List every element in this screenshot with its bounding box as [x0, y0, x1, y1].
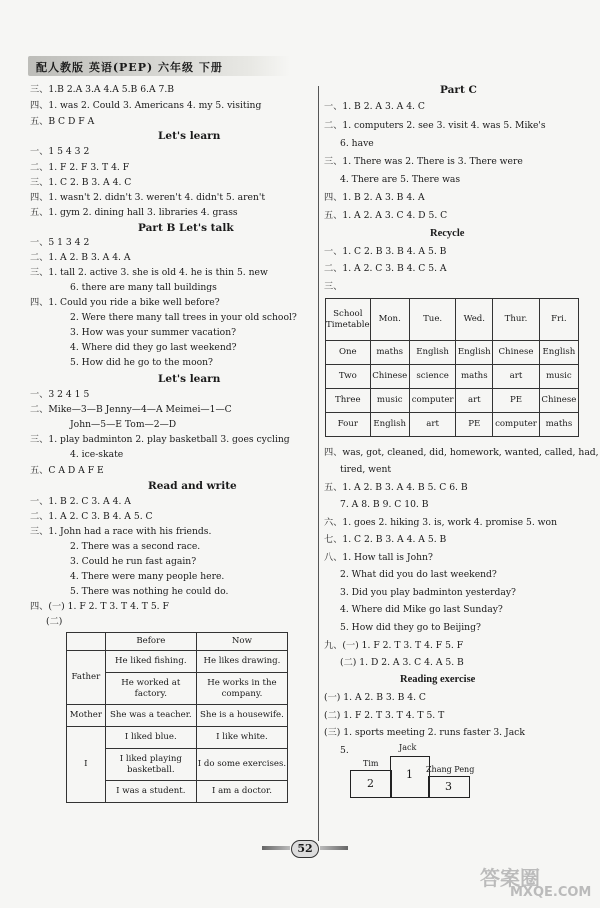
timetable-cell: Chinese	[539, 389, 578, 413]
right-ornament-icon	[320, 846, 348, 850]
column-divider	[318, 86, 319, 841]
timetable-corner: School Timetable	[326, 299, 371, 341]
answer-line: 4. There are 5. There was	[340, 174, 461, 185]
section-heading: Recycle	[430, 228, 465, 239]
answer-line: 四、1. B 2. A 3. B 4. A	[324, 192, 425, 203]
watermark-url: MXQE.COM	[510, 885, 592, 900]
answer-line: tired, went	[340, 464, 392, 475]
answer-line: 五、C A D A F E	[30, 465, 104, 476]
answer-line: 4. ice-skate	[70, 449, 124, 460]
answer-line: 一、1. B 2. C 3. A 4. A	[30, 496, 131, 507]
answer-line: 二、Mike—3—B Jenny—4—A Meimei—1—C	[30, 404, 232, 415]
timetable-cell: music	[539, 365, 578, 389]
left-ornament-icon	[262, 846, 290, 850]
cell: I like white.	[196, 727, 287, 749]
cell: She was a teacher.	[105, 705, 196, 727]
timetable-cell: English	[409, 341, 456, 365]
period-label: One	[326, 341, 371, 365]
answer-line: 一、1. B 2. A 3. A 4. C	[324, 101, 425, 112]
answer-line: 4. Where did they go last weekend?	[70, 342, 237, 353]
cell: I was a student.	[105, 781, 196, 803]
answer-line: 三、1. There was 2. There is 3. There were	[324, 156, 523, 167]
day-header: Fri.	[539, 299, 578, 341]
answer-line: 四、1. was 2. Could 3. Americans 4. my 5. visiting	[30, 100, 262, 111]
podium-third-name: Zhang Peng	[426, 765, 475, 774]
timetable-cell: computer	[409, 389, 456, 413]
answer-line: (二)	[46, 616, 63, 627]
answer-line: 五、1. A 2. A 3. C 4. D 5. C	[324, 210, 448, 221]
answer-line: 2. There was a second race.	[70, 541, 201, 552]
timetable-cell: computer	[493, 413, 540, 437]
cell: I am a doctor.	[196, 781, 287, 803]
answer-line: 一、3 2 4 1 5	[30, 389, 90, 400]
answer-line: 5.	[340, 745, 349, 756]
cell: He works in the company.	[196, 673, 287, 705]
timetable-cell: art	[493, 365, 540, 389]
period-label: Three	[326, 389, 371, 413]
section-heading: Read and write	[148, 480, 237, 492]
cell: He likes drawing.	[196, 651, 287, 673]
answer-line: 三、1. tall 2. active 3. she is old 4. he is thin 5. new	[30, 267, 268, 278]
podium-second-block	[350, 770, 392, 798]
answer-line: 5. How did they go to Beijing?	[340, 622, 481, 633]
answer-line: 二、1. computers 2. see 3. visit 4. was 5. Mike's	[324, 120, 546, 131]
podium	[350, 742, 480, 800]
row-father: Father	[67, 651, 106, 705]
answer-line: 三、1.B 2.A 3.A 4.A 5.B 6.A 7.B	[30, 84, 175, 95]
answer-line: 八、1. How tall is John?	[324, 552, 433, 563]
timetable-cell: Chinese	[493, 341, 540, 365]
answer-line: 3. Did you play badminton yesterday?	[340, 587, 516, 598]
cell: I do some exercises.	[196, 749, 287, 781]
podium-third-block	[428, 776, 470, 798]
answer-line: 三、1. John had a race with his friends.	[30, 526, 212, 537]
header-title: 配人教版 英语(PEP) 六年级 下册	[36, 61, 223, 74]
timetable-cell: Chinese	[370, 365, 409, 389]
timetable-cell: English	[370, 413, 409, 437]
answer-line: 3. How was your summer vacation?	[70, 327, 237, 338]
answer-line: 四、(一) 1. F 2. T 3. T 4. T 5. F	[30, 601, 169, 612]
answer-line: (三) 1. sports meeting 2. runs faster 3. Jack	[324, 727, 525, 738]
day-header: Wed.	[456, 299, 493, 341]
answer-line: 四、1. Could you ride a bike well before?	[30, 297, 220, 308]
answer-line: 五、1. A 2. B 3. A 4. B 5. C 6. B	[324, 482, 468, 493]
answer-line: 六、1. goes 2. hiking 3. is, work 4. promise 5. won	[324, 517, 557, 528]
cell: I liked blue.	[105, 727, 196, 749]
answer-line: 一、1 5 4 3 2	[30, 146, 90, 157]
answer-line: 7. A 8. B 9. C 10. B	[340, 499, 429, 510]
answer-line: 三、	[324, 281, 343, 292]
answer-line: 三、1. C 2. B 3. A 4. C	[30, 177, 132, 188]
timetable-cell: English	[456, 341, 493, 365]
answer-line: 2. Were there many tall trees in your old school?	[70, 312, 297, 323]
cell: I liked playing basketball.	[105, 749, 196, 781]
answer-line: 五、1. gym 2. dining hall 3. libraries 4. grass	[30, 207, 238, 218]
day-header: Mon.	[370, 299, 409, 341]
timetable-cell: English	[539, 341, 578, 365]
podium-third: 3	[445, 780, 452, 793]
section-heading: Part B Let's talk	[138, 222, 234, 234]
cell: He liked fishing.	[105, 651, 196, 673]
podium-second: 2	[367, 777, 374, 790]
answer-line: 3. Could he run fast again?	[70, 556, 197, 567]
answer-line: 5. There was nothing he could do.	[70, 586, 229, 597]
answer-line: 七、1. C 2. B 3. A 4. A 5. B	[324, 534, 447, 545]
answer-line: John—5—E Tom—2—D	[70, 419, 177, 430]
answer-line: 一、1. C 2. B 3. B 4. A 5. B	[324, 246, 447, 257]
answer-line: 五、B C D F A	[30, 116, 95, 127]
answer-line: 二、1. A 2. B 3. A 4. A	[30, 252, 131, 263]
answer-line: 5. How did he go to the moon?	[70, 357, 213, 368]
before-now-table	[66, 632, 288, 803]
row-mother: Mother	[67, 705, 106, 727]
day-header: Thur.	[493, 299, 540, 341]
timetable-cell: maths	[456, 365, 493, 389]
answer-line: 二、1. A 2. C 3. B 4. C 5. A	[324, 263, 447, 274]
answer-line: 6. there are many tall buildings	[70, 282, 217, 293]
answer-line: 二、1. F 2. F 3. T 4. F	[30, 162, 130, 173]
answer-line: (二) 1. F 2. T 3. T 4. T 5. T	[324, 710, 445, 721]
period-label: Two	[326, 365, 371, 389]
period-label: Four	[326, 413, 371, 437]
podium-second-name: Tim	[363, 759, 379, 768]
section-heading: Let's learn	[158, 373, 221, 385]
cell: She is a housewife.	[196, 705, 287, 727]
cell: He worked at factory.	[105, 673, 196, 705]
answer-line: 6. have	[340, 138, 374, 149]
school-timetable	[325, 298, 579, 437]
timetable-cell: music	[370, 389, 409, 413]
timetable-cell: art	[456, 389, 493, 413]
timetable-cell: PE	[456, 413, 493, 437]
header-now: Now	[196, 633, 287, 651]
section-heading: Let's learn	[158, 130, 221, 142]
watermark-logo: 答案圈	[480, 866, 540, 890]
podium-first-block	[390, 756, 430, 798]
header-before: Before	[105, 633, 196, 651]
section-heading: Reading exercise	[400, 674, 476, 685]
answer-line: 二、1. A 2. C 3. B 4. A 5. C	[30, 511, 153, 522]
timetable-cell: science	[409, 365, 456, 389]
answer-line: 四、was, got, cleaned, did, homework, wanted, called, had,	[324, 447, 599, 458]
timetable-cell: maths	[370, 341, 409, 365]
page-number: 52	[291, 840, 319, 858]
answer-line: (二) 1. D 2. A 3. C 4. A 5. B	[340, 657, 464, 668]
podium-first-name: Jack	[399, 743, 417, 752]
answer-line: 2. What did you do last weekend?	[340, 569, 497, 580]
answer-line: (一) 1. A 2. B 3. B 4. C	[324, 692, 426, 703]
answer-line: 4. Where did Mike go last Sunday?	[340, 604, 503, 615]
answer-line: 一、5 1 3 4 2	[30, 237, 90, 248]
page-footer	[262, 838, 350, 860]
timetable-cell: maths	[539, 413, 578, 437]
timetable-cell: PE	[493, 389, 540, 413]
answer-line: 九、(一) 1. F 2. T 3. T 4. F 5. F	[324, 640, 464, 651]
podium-first: 1	[406, 768, 413, 781]
timetable-cell: art	[409, 413, 456, 437]
answer-line: 三、1. play badminton 2. play basketball 3. goes cycling	[30, 434, 290, 445]
day-header: Tue.	[409, 299, 456, 341]
answer-line: 4. There were many people here.	[70, 571, 225, 582]
page-header	[28, 56, 290, 76]
answer-line: 四、1. wasn't 2. didn't 3. weren't 4. didn't 5. aren't	[30, 192, 266, 203]
row-i: I	[67, 727, 106, 803]
section-heading: Part C	[440, 84, 477, 96]
